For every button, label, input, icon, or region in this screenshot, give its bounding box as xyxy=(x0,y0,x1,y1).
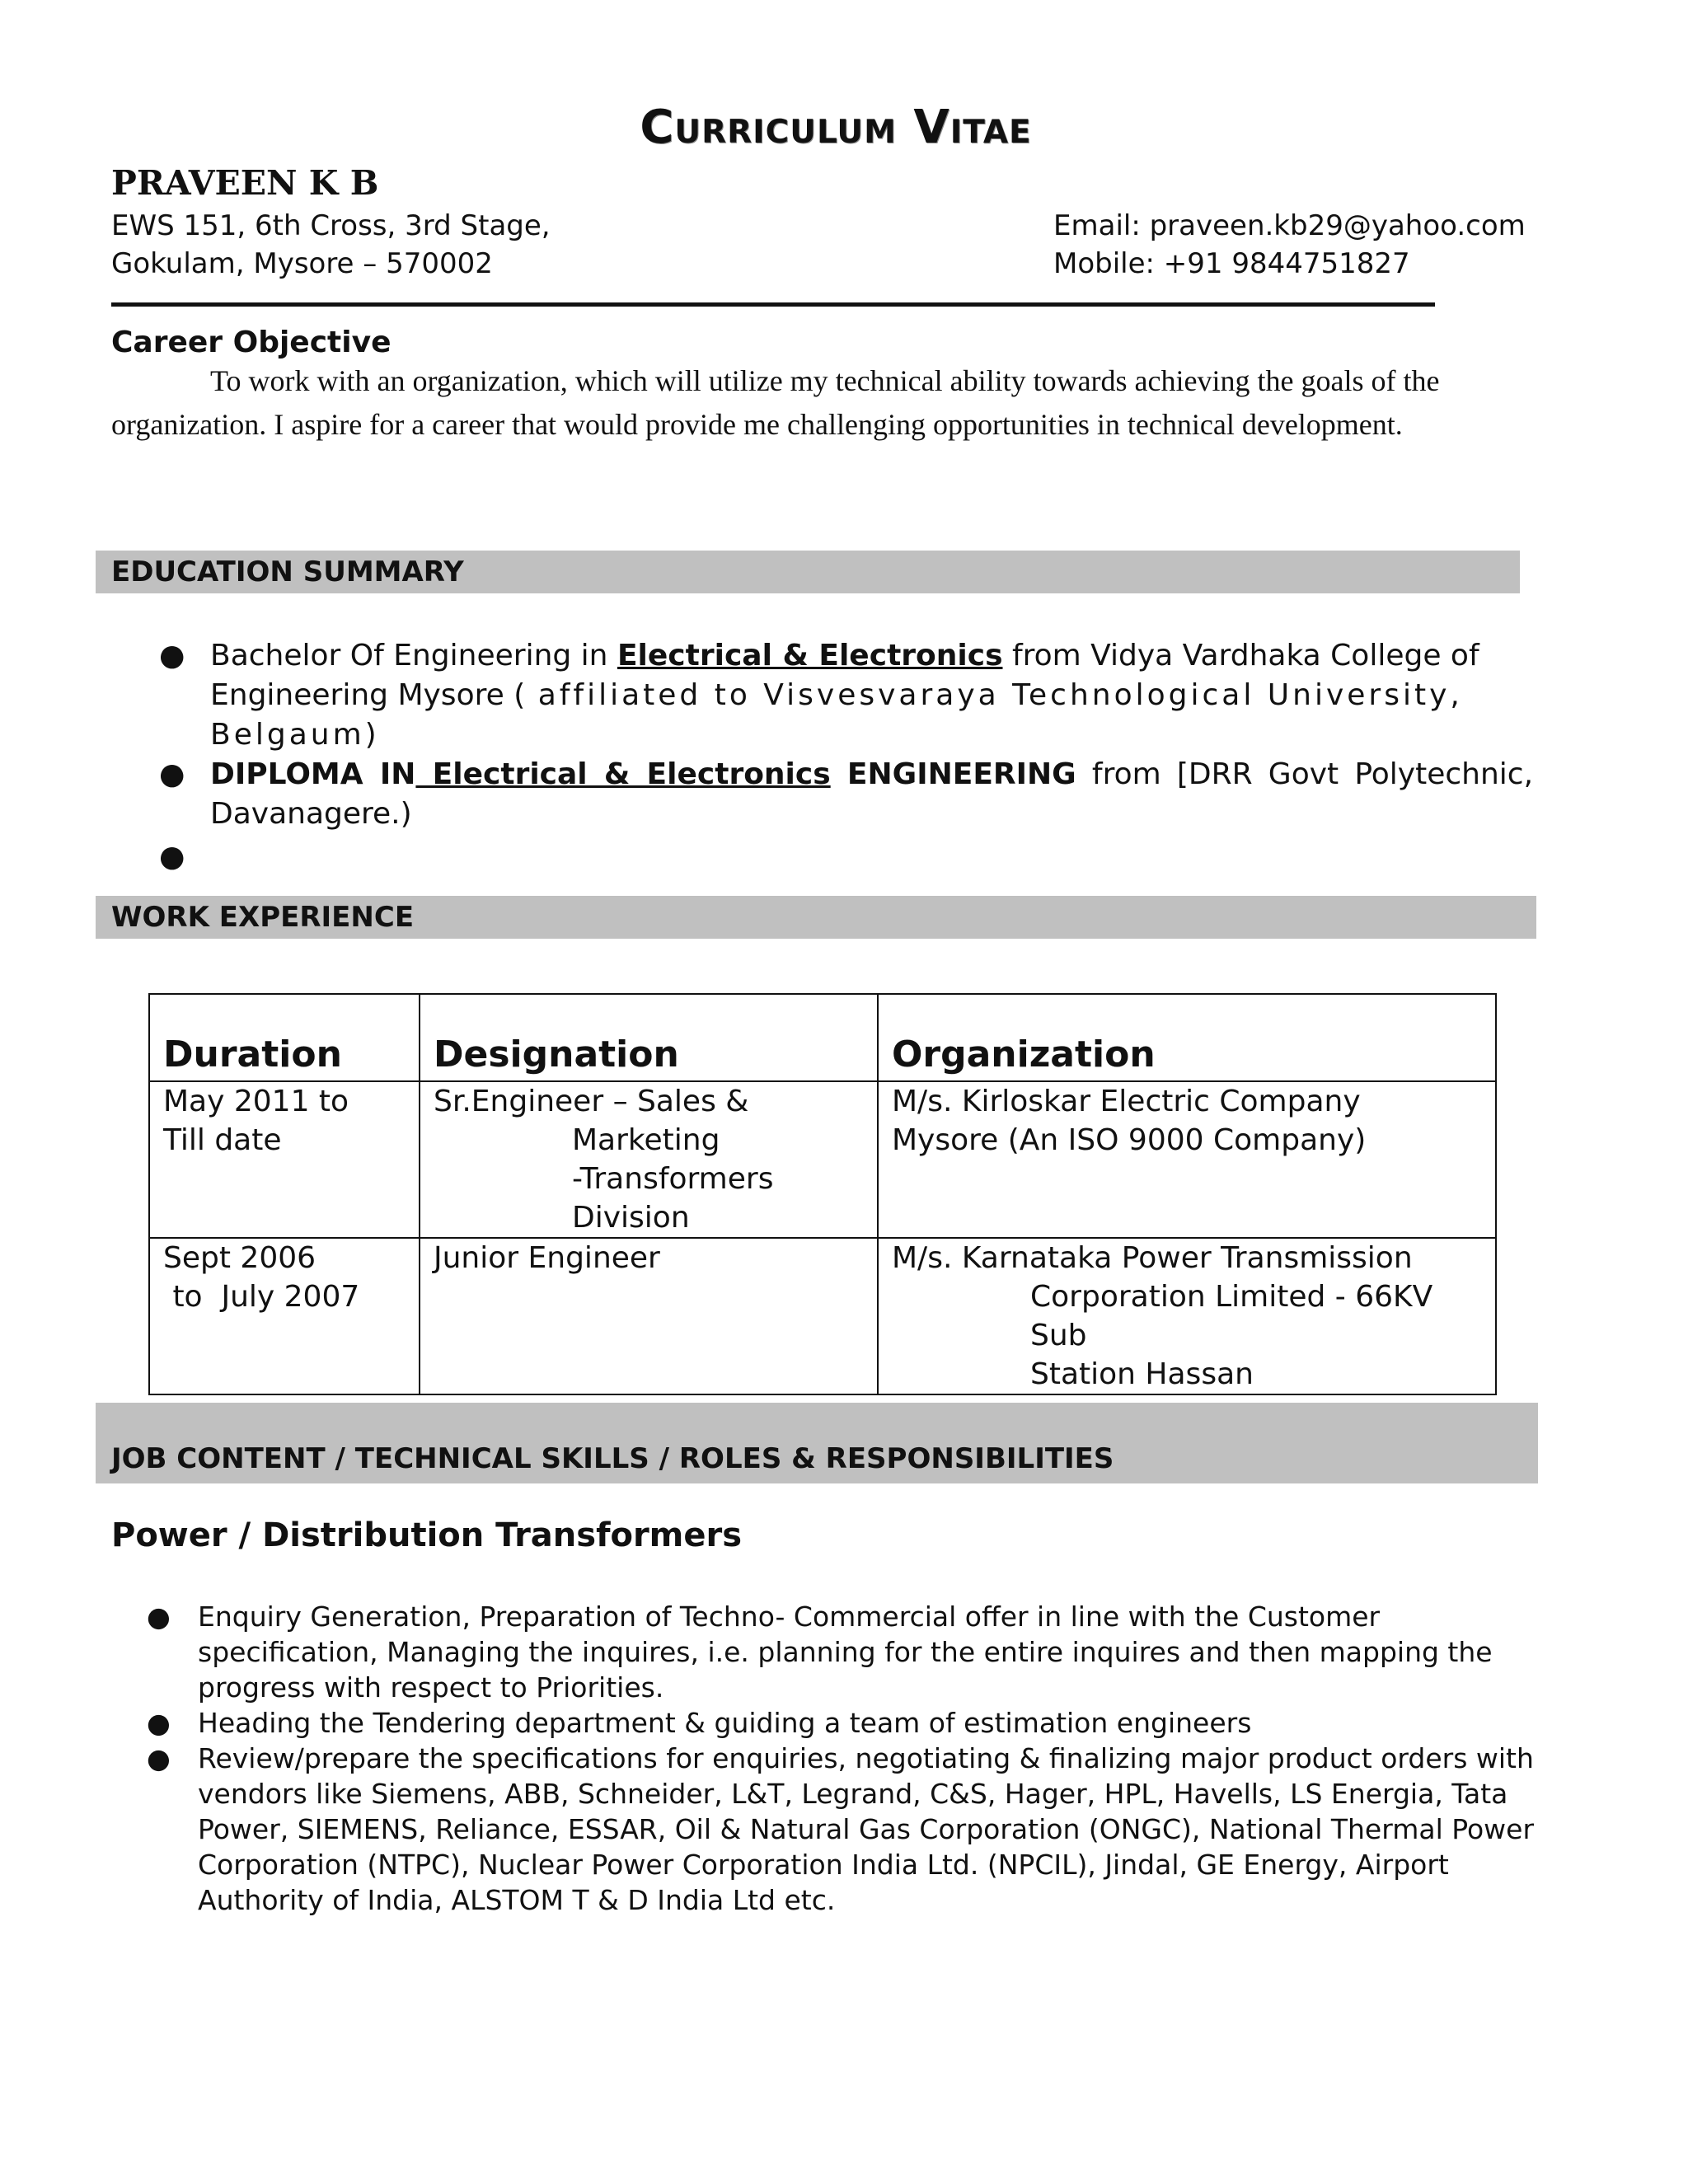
be-field: Electrical & Electronics xyxy=(617,639,1003,673)
organization-cell: M/s. Karnataka Power Transmission Corporation Limited - 66KV Sub Station Hassan xyxy=(878,1238,1496,1394)
bullet-icon: ● xyxy=(147,1601,171,1633)
table-row xyxy=(149,1081,1496,1238)
table-row xyxy=(149,1238,1496,1394)
address-line-1: EWS 151, 6th Cross, 3rd Stage, xyxy=(111,209,551,242)
designation-cell: Junior Engineer xyxy=(420,1238,878,1394)
responsibilities-list xyxy=(111,1599,1537,1918)
work-experience-table xyxy=(148,993,1497,1395)
column-header-duration: Duration xyxy=(149,994,420,1081)
address-line-2: Gokulam, Mysore – 570002 xyxy=(111,247,493,280)
job-section-bar xyxy=(96,1403,1538,1483)
duration-cell: Sept 2006 to July 2007 xyxy=(149,1238,420,1394)
list-item: ● Enquiry Generation, Preparation of Techno- Commercial offer in line with the Customer specification, Managing the inquires, i.e. planning for the entire inquires and then mapping the progress with respect to Priorities. xyxy=(147,1601,1493,1704)
diploma-field: Electrical & Electronics xyxy=(415,757,831,791)
career-objective-heading: Career Objective xyxy=(111,326,392,359)
column-header-designation: Designation xyxy=(420,994,878,1081)
education-heading: EDUCATION SUMMARY xyxy=(111,555,464,588)
bullet-icon: ● xyxy=(159,639,185,673)
candidate-name: PRAVEEN K B xyxy=(111,163,379,203)
bullet-icon: ● xyxy=(159,840,185,874)
education-section-bar xyxy=(96,551,1520,593)
document-title: Curriculum Vitae xyxy=(640,101,1032,154)
column-header-organization: Organization xyxy=(878,994,1496,1081)
bullet-icon: ● xyxy=(147,1707,171,1739)
work-section-bar xyxy=(96,896,1536,939)
list-item: ● Review/prepare the specifications for enquiries, negotiating & finalizing major product orders with vendors like Siemens, ABB, Schneider, L&T, Legrand, C&S, Hager, HPL, Havells, LS Energia, Tata Power, SIEMENS, Reliance, ESSAR, Oil & Natural Gas Corporation (ONGC), National Thermal Power Corporation (NTPC), Nuclear Power Corporation India Ltd. (NPCIL), Jindal, GE Energy, Airport Authority of India, ALSTOM T & D India Ltd etc. xyxy=(147,1742,1535,1916)
education-list xyxy=(111,636,1533,877)
subsection-heading: Power / Distribution Transformers xyxy=(111,1516,743,1554)
education-item-diploma: ● DIPLOMA IN Electrical & Electronics ENGINEERING from [DRR Govt Polytechnic, Davanagere.) xyxy=(111,755,1533,834)
organization-cell: M/s. Kirloskar Electric Company Mysore (An ISO 9000 Company) xyxy=(878,1081,1496,1238)
job-heading: JOB CONTENT / TECHNICAL SKILLS / ROLES & RESPONSIBILITIES xyxy=(111,1442,1114,1475)
duration-cell: May 2011 to Till date xyxy=(149,1081,420,1238)
header-divider xyxy=(111,302,1435,307)
email: Email: praveen.kb29@yahoo.com xyxy=(1053,209,1526,242)
education-item-empty xyxy=(111,837,1533,877)
bullet-icon: ● xyxy=(147,1742,171,1774)
list-item: ● Heading the Tendering department & guiding a team of estimation engineers xyxy=(147,1707,1252,1739)
table-header-row xyxy=(149,994,1496,1081)
career-objective-text: To work with an organization, which will utilize my technical ability towards achieving the goals of the organization. I aspire for a career that would provide me challenging opportunities in technical development. xyxy=(111,364,1440,441)
bullet-icon: ● xyxy=(159,757,185,791)
mobile: Mobile: +91 9844751827 xyxy=(1053,247,1410,280)
work-heading: WORK EXPERIENCE xyxy=(111,901,415,934)
designation-cell: Sr.Engineer – Sales & Marketing -Transformers Division xyxy=(420,1081,878,1238)
education-item-be: ● Bachelor Of Engineering in Electrical & Electronics from Vidya Vardhaka College of Engineering Mysore ( affiliated to Visvesvaraya Technological University, Belgaum) xyxy=(111,636,1533,755)
